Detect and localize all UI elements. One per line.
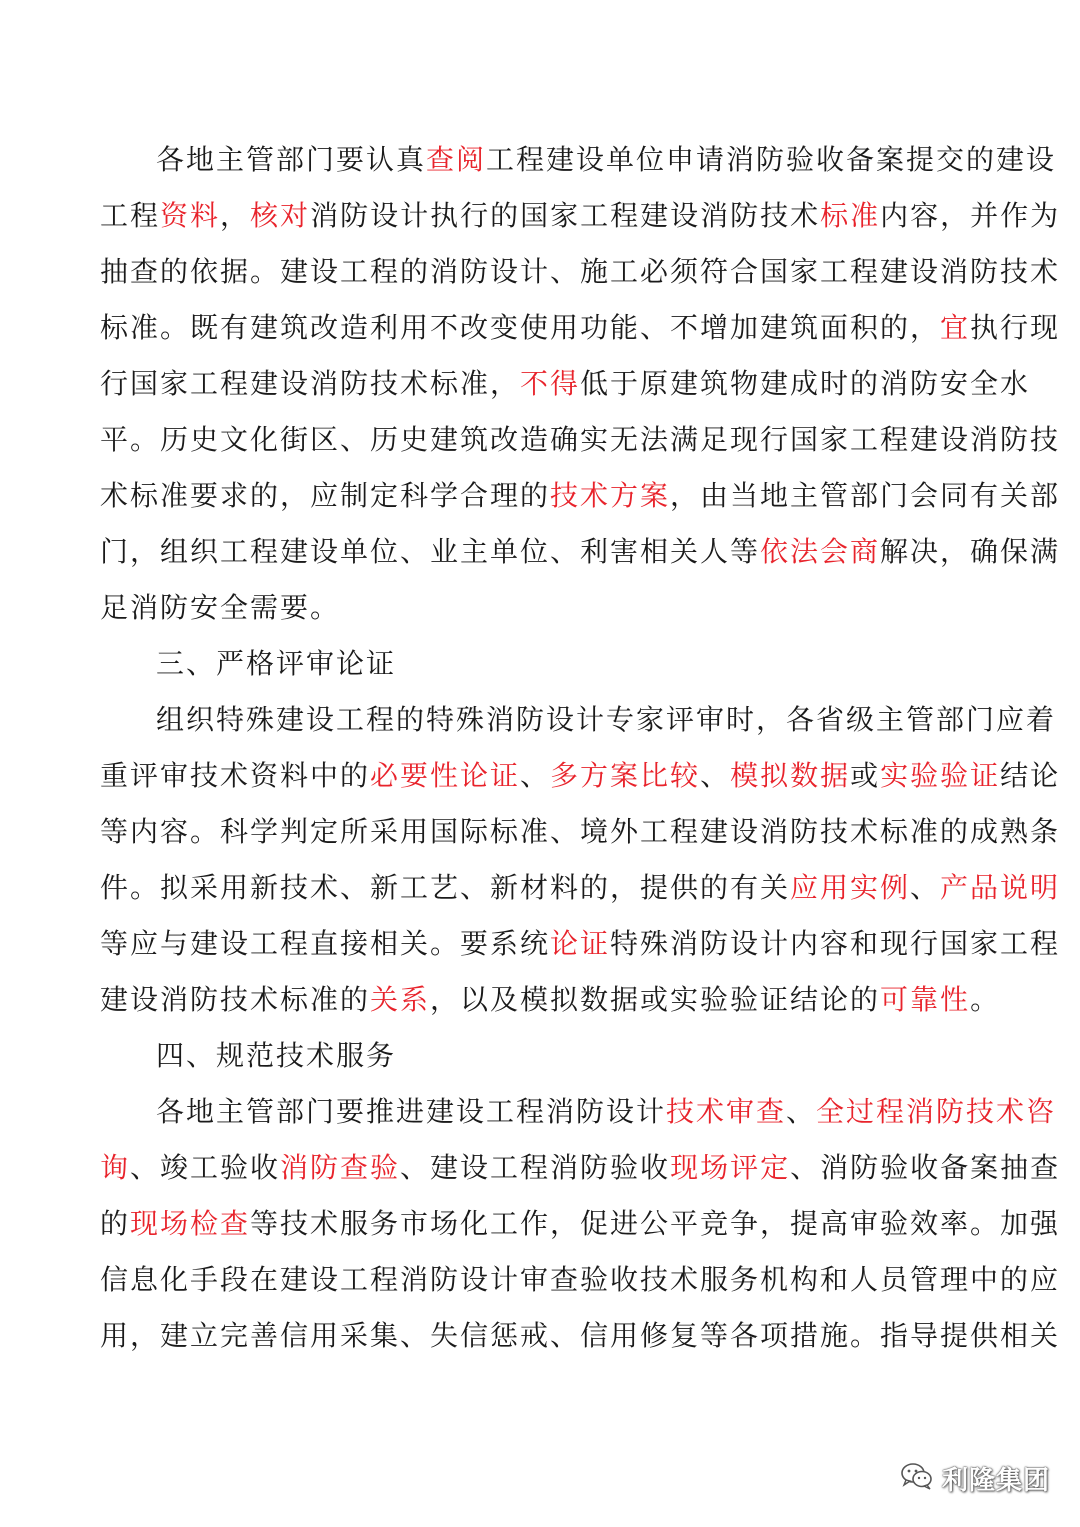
text-line [100, 1146, 1061, 1190]
watermark-text: 利隆集团 [942, 1465, 1051, 1496]
text-segment: 、消防验收备案抽查 [790, 1151, 1061, 1184]
text-segment: 、建设工程消防验收 [400, 1151, 671, 1184]
text-segment: 工程建设单位申请消防验收备案提交的建设 [486, 143, 1057, 176]
highlighted-text: 关系 [370, 983, 431, 1016]
text-segment: 或 [850, 759, 881, 792]
text-line [156, 138, 1057, 182]
text-line [100, 866, 1061, 910]
text-segment: 足消防安全需要。 [100, 591, 341, 624]
highlighted-text: 全过程消防技术咨 [816, 1095, 1057, 1128]
wechat-icon [900, 1461, 934, 1495]
text-segment: ，由当地主管部门会同有关部 [670, 479, 1061, 512]
text-segment: 建设消防技术标准的 [100, 983, 371, 1016]
watermark [900, 1458, 1050, 1498]
text-segment: 等技术服务市场化工作，促进公平竞争，提高审验效率。加强 [250, 1207, 1061, 1240]
text-segment: 抽查的依据。建设工程的消防设计、施工必须符合国家工程建设消防技术 [100, 255, 1061, 288]
text-line [100, 922, 1061, 966]
highlighted-text: 现场检查 [130, 1207, 251, 1240]
text-line [100, 1202, 1061, 1246]
text-segment: 低于原建筑物建成时的消防安全水 [580, 367, 1031, 400]
text-line [100, 586, 980, 630]
text-segment: 门，组织工程建设单位、业主单位、利害相关人等 [100, 535, 761, 568]
text-segment: 、 [700, 759, 731, 792]
text-segment: 等应与建设工程直接相关。要系统 [100, 927, 551, 960]
text-segment: 各地主管部门要认真 [156, 143, 427, 176]
text-segment: 平。历史文化街区、历史建筑改造确实无法满足现行国家工程建设消防技 [100, 423, 1061, 456]
highlighted-text: 必要性论证 [370, 759, 521, 792]
text-line [100, 810, 1061, 854]
text-line [100, 530, 1061, 574]
highlighted-text: 依法会商 [760, 535, 881, 568]
text-segment: 、竣工验收 [130, 1151, 281, 1184]
text-line [100, 418, 1061, 462]
text-line [100, 978, 1001, 1022]
text-segment: 各地主管部门要推进建设工程消防设计 [156, 1095, 667, 1128]
highlighted-text: 实验验证 [880, 759, 1001, 792]
text-segment: 、 [520, 759, 551, 792]
highlighted-text: 模拟数据 [730, 759, 851, 792]
text-segment: 用，建立完善信用采集、失信惩戒、信用修复等各项措施。指导提供相关 [100, 1319, 1061, 1352]
text-segment: 标准。既有建筑改造利用不改变使用功能、不增加建筑面积的， [100, 311, 941, 344]
text-line [100, 754, 1061, 798]
highlighted-text: 标准 [820, 199, 881, 232]
text-segment: 行国家工程建设消防技术标准， [100, 367, 521, 400]
text-line [100, 1314, 1061, 1358]
text-line [156, 1034, 980, 1078]
text-line [100, 306, 1061, 350]
highlighted-text: 核对 [250, 199, 311, 232]
highlighted-text: 宜 [940, 311, 971, 344]
highlighted-text: 技术审查 [666, 1095, 787, 1128]
text-segment: 的 [100, 1207, 131, 1240]
text-segment: 重评审技术资料中的 [100, 759, 371, 792]
text-segment: 结论 [1000, 759, 1061, 792]
text-segment: 工程 [100, 199, 161, 232]
highlighted-text: 资料 [160, 199, 221, 232]
text-segment: ， [220, 199, 251, 232]
highlighted-text: 论证 [550, 927, 611, 960]
text-segment: 件。拟采用新技术、新工艺、新材料的，提供的有关 [100, 871, 791, 904]
text-line [100, 194, 1061, 238]
text-segment: 信息化手段在建设工程消防设计审查验收技术服务机构和人员管理中的应 [100, 1263, 1061, 1296]
text-segment: 消防设计执行的国家工程建设消防技术 [310, 199, 821, 232]
text-line [100, 474, 1061, 518]
highlighted-text: 可靠性 [880, 983, 971, 1016]
highlighted-text: 询 [100, 1151, 131, 1184]
text-segment: 、 [786, 1095, 817, 1128]
text-segment: 等内容。科学判定所采用国际标准、境外工程建设消防技术标准的成熟条 [100, 815, 1061, 848]
highlighted-text: 应用实例 [790, 871, 911, 904]
text-line [156, 642, 980, 686]
text-segment: 。 [970, 983, 1001, 1016]
text-segment: 解决，确保满 [880, 535, 1061, 568]
highlighted-text: 多方案比较 [550, 759, 701, 792]
text-line [156, 1090, 1057, 1134]
text-segment: 执行现 [970, 311, 1061, 344]
highlighted-text: 现场评定 [670, 1151, 791, 1184]
text-segment: 特殊消防设计内容和现行国家工程 [610, 927, 1061, 960]
text-segment: 组织特殊建设工程的特殊消防设计专家评审时，各省级主管部门应着 [156, 703, 1057, 736]
text-line [156, 698, 1057, 742]
text-segment: 四、规范技术服务 [156, 1039, 397, 1072]
text-segment: 、 [910, 871, 941, 904]
highlighted-text: 技术方案 [550, 479, 671, 512]
highlighted-text: 不得 [520, 367, 581, 400]
text-segment: 术标准要求的，应制定科学合理的 [100, 479, 551, 512]
text-line [100, 250, 1061, 294]
text-line [100, 1258, 1061, 1302]
highlighted-text: 查阅 [426, 143, 487, 176]
text-line [100, 362, 1031, 406]
highlighted-text: 产品说明 [940, 871, 1061, 904]
text-segment: ，以及模拟数据或实验验证结论的 [430, 983, 881, 1016]
highlighted-text: 消防查验 [280, 1151, 401, 1184]
text-segment: 内容，并作为 [880, 199, 1061, 232]
text-segment: 三、严格评审论证 [156, 647, 397, 680]
